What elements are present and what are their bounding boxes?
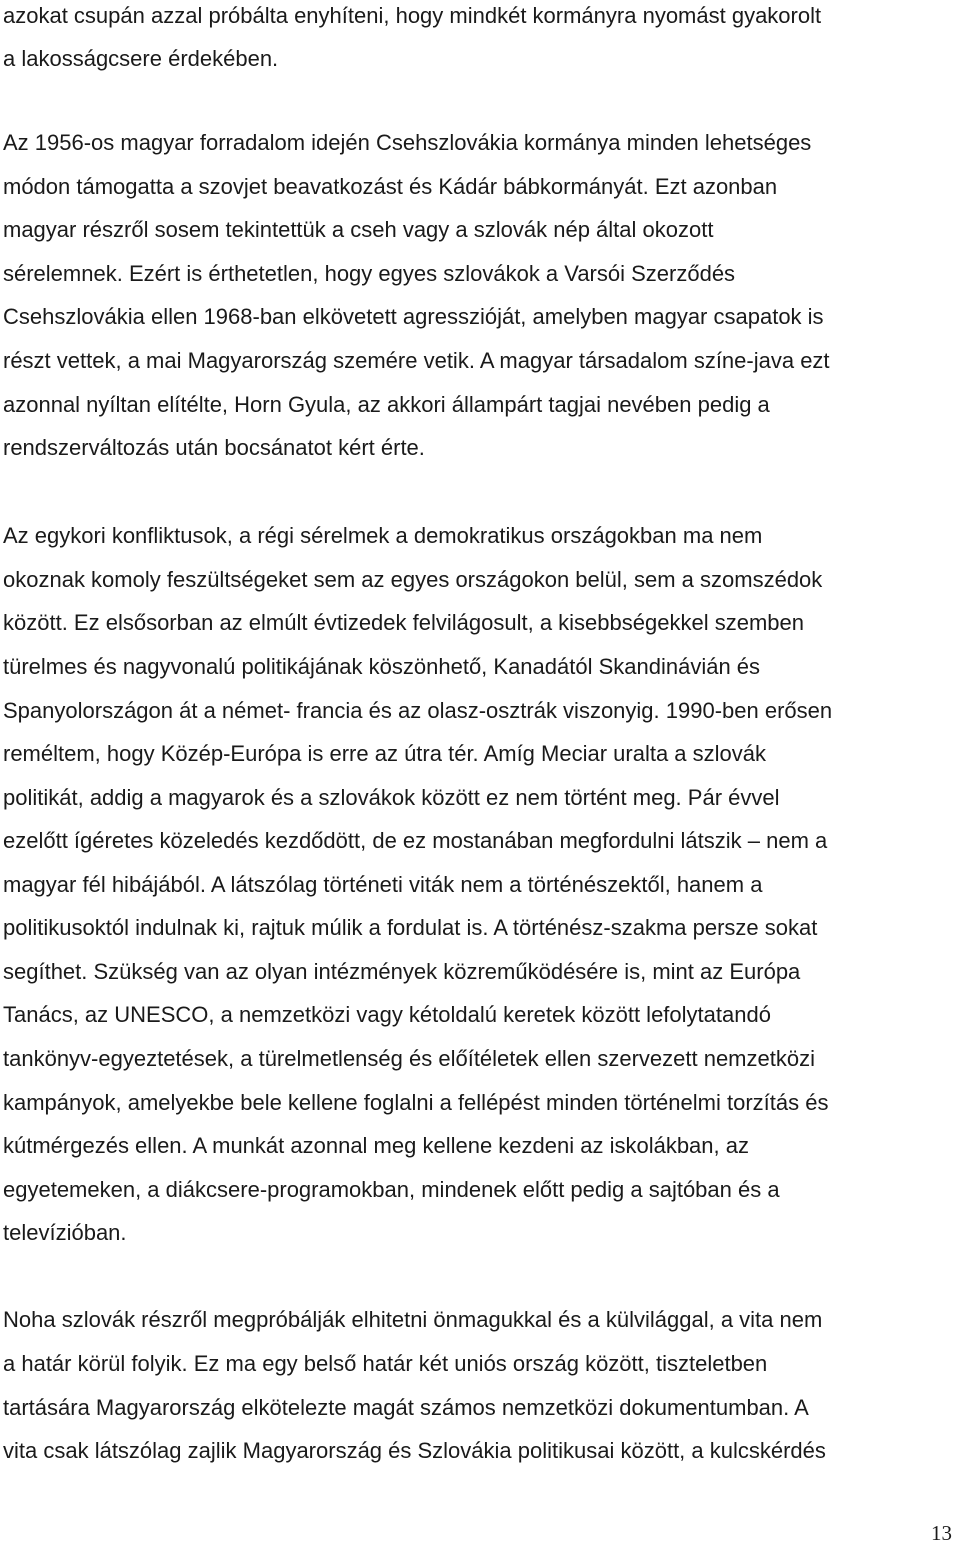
text-line: a lakosságcsere érdekében. (3, 46, 279, 71)
text-line: politikusoktól indulnak ki, rajtuk múlik a fordulat is. A történész-szakma persze sokat (3, 915, 818, 940)
text-line: tankönyv-egyeztetések, a türelmetlenség és előítéletek ellen szervezett nemzetközi (3, 1046, 815, 1071)
text-line: magyar fél hibájából. A látszólag történeti viták nem a történészektől, hanem a (3, 872, 763, 897)
text-line: okoznak komoly feszültségeket sem az egyes országokon belül, sem a szomszédok (3, 567, 823, 592)
text-line: magyar részről sosem tekintettük a cseh vagy a szlovák nép által okozott (3, 217, 714, 242)
text-line: kútmérgezés ellen. A munkát azonnal meg kellene kezdeni az iskolákban, az (3, 1133, 749, 1158)
text-line: azokat csupán azzal próbálta enyhíteni, hogy mindkét kormányra nyomást gyakorolt (3, 3, 822, 28)
text-line: a határ körül folyik. Ez ma egy belső határ két uniós ország között, tiszteletben (3, 1351, 768, 1376)
text-line: részt vettek, a mai Magyarország szemére vetik. A magyar társadalom színe-java ezt (3, 348, 830, 373)
text-line: között. Ez elsősorban az elmúlt évtizedek felvilágosult, a kisebbségekkel szemben (3, 610, 804, 635)
text-line: egyetemeken, a diákcsere-programokban, mindenek előtt pedig a sajtóban és a (3, 1177, 780, 1202)
text-line: segíthet. Szükség van az olyan intézmények közreműködésére is, mint az Európa (3, 959, 801, 984)
text-line: Noha szlovák részről megpróbálják elhitetni önmagukkal és a külvilággal, a vita nem (3, 1307, 823, 1332)
text-line: Tanács, az UNESCO, a nemzetközi vagy kétoldalú keretek között lefolytatandó (3, 1002, 771, 1027)
text-line: türelmes és nagyvonalú politikájának köszönhető, Kanadától Skandinávián és (3, 654, 761, 679)
text-line: televízióban. (3, 1220, 127, 1245)
text-line: Az egykori konfliktusok, a régi sérelmek a demokratikus országokban ma nem (3, 523, 763, 548)
text-line: reméltem, hogy Közép-Európa is erre az útra tér. Amíg Meciar uralta a szlovák (3, 741, 766, 766)
text-line: ezelőtt ígéretes közeledés kezdődött, de ez mostanában megfordulni látszik – nem a (3, 828, 828, 853)
text-line: sérelemnek. Ezért is érthetetlen, hogy egyes szlovákok a Varsói Szerződés (3, 261, 736, 286)
text-line: politikát, addig a magyarok és a szlovákok között ez nem történt meg. Pár évvel (3, 785, 780, 810)
text-line: vita csak látszólag zajlik Magyarország és Szlovákia politikusai között, a kulcskérdés (3, 1438, 826, 1463)
text-line: tartására Magyarország elkötelezte magát számos nemzetközi dokumentumban. A (3, 1395, 809, 1420)
text-line: módon támogatta a szovjet beavatkozást és Kádár bábkormányát. Ezt azonban (3, 174, 778, 199)
text-line: azonnal nyíltan elítélte, Horn Gyula, az akkori állampárt tagjai nevében pedig a (3, 392, 770, 417)
text-line: Az 1956-os magyar forradalom idején Csehszlovákia kormánya minden lehetséges (3, 130, 812, 155)
page-number: 13 (931, 1521, 952, 1545)
text-line: kampányok, amelyekbe bele kellene foglalni a fellépést minden történelmi torzítás és (3, 1090, 829, 1115)
text-line: rendszerváltozás után bocsánatot kért érte. (3, 435, 425, 460)
text-line: Spanyolországon át a német- francia és az olasz-osztrák viszonyig. 1990-ben erősen (3, 698, 833, 723)
text-line: Csehszlovákia ellen 1968-ban elkövetett agresszióját, amelyben magyar csapatok is (3, 304, 824, 329)
